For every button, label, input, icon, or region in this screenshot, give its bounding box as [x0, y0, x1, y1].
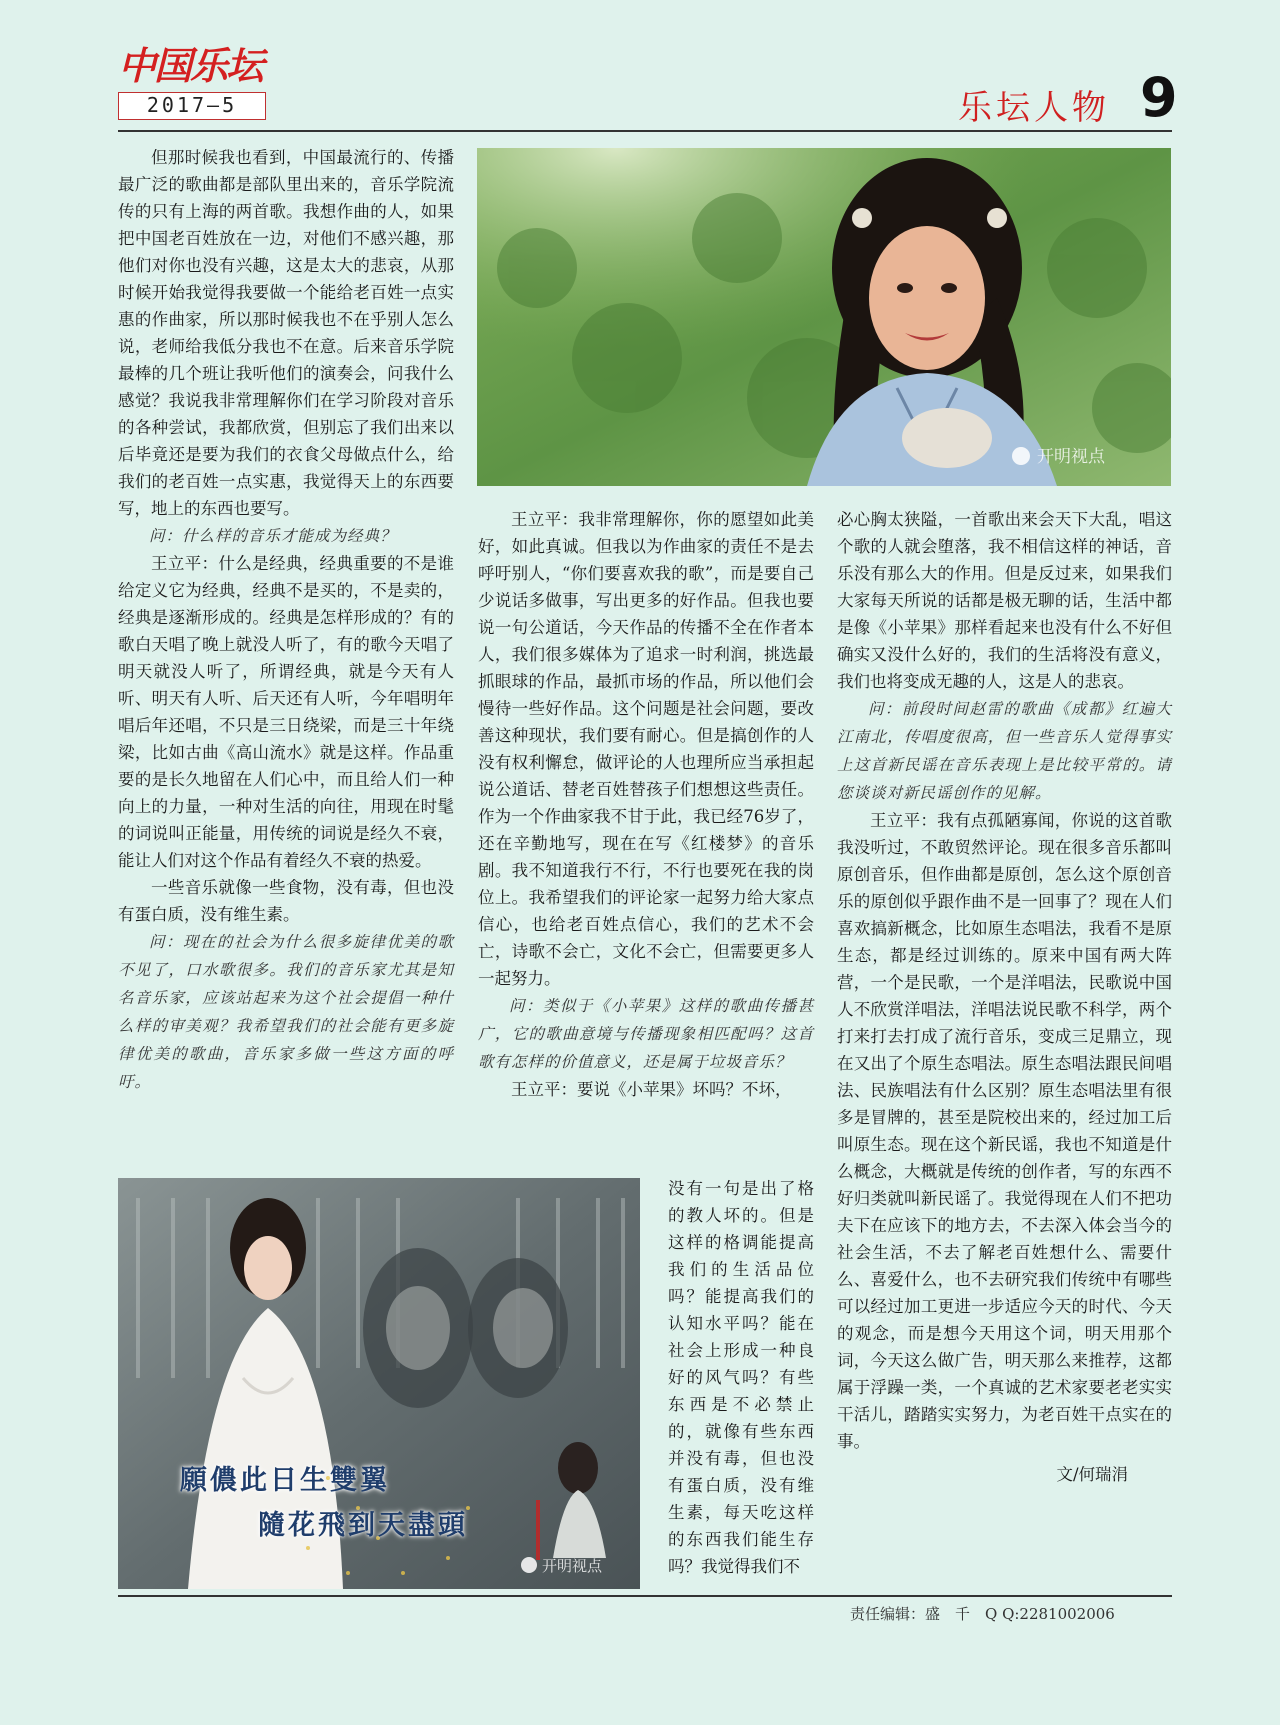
poem-line-1: 願儂此日生雙翼 [180, 1465, 390, 1496]
article-column-2-continued [668, 1175, 814, 1580]
author-byline: 文/何瑞涓 [1056, 1465, 1128, 1484]
interview-question: 问：类似于《小苹果》这样的歌曲传播甚广，它的歌曲意境与传播现象相匹配吗？这首歌有怎样的价值意义，还是属于垃圾音乐？ [478, 997, 814, 1071]
poster-collage-photo [118, 1178, 640, 1589]
poem-line-2: 隨花飛到天盡頭 [258, 1510, 468, 1541]
section-title: 乐坛人物 [958, 88, 1110, 128]
film-still-image [477, 148, 1171, 486]
article-column-2 [478, 506, 814, 1103]
magazine-logo: 中国乐坛 [118, 43, 263, 88]
article-paragraph: 但那时候我也看到，中国最流行的、传播最广泛的歌曲都是部队里出来的，音乐学院流传的只有上海的两首歌。我想作曲的人，如果把中国老百姓放在一边，对他们不感兴趣，那他们对你也没有兴趣，这是太大的悲哀，从那时候开始我觉得我要做一个能给老百姓一点实惠的作曲家，所以那时候我也不在乎别人怎么说，老师给我低分我也不在意。后来音乐学院最棒的几个班让我听他们的演奏会，问我什么感觉？我说我非常理解你们在学习阶段对音乐的各种尝试，我都欣赏，但别忘了我们出来以后毕竟还是要为我们的衣食父母做点什么，给我们的老百姓一点实惠，我觉得天上的东西要写，地上的东西也要写。 [118, 148, 454, 518]
watermark-top [1007, 441, 1167, 471]
svg-text:开明视点: 开明视点 [542, 1557, 603, 1575]
article-paragraph: 王立平：我非常理解你，你的愿望如此美好，如此真诚。但我以为作曲家的责任不是去呼吁别人，“你们要喜欢我的歌”，而是要自己少说话多做事，写出更多的好作品。但我也要说一句公道话，今天作品的传播不全在作者本人，我们很多媒体为了追求一时利润，挑选最抓眼球的作品，最抓市场的作品，所以他们会慢待一些好作品。这个问题是社会问题，要改善这种现状，我们要有耐心。但是搞创作的人没有权利懈怠，做评论的人也理所应当承担起说公道话、替老百姓替孩子们想想这些责任。作为一个作曲家我不甘于此，我已经76岁了，还在辛勤地写，现在在写《红楼梦》的音乐剧。我不知道我行不行，不行也要死在我的岗位上。我希望我们的评论家一起努力给大家点信心，也给老百姓点信心，我们的艺术不会亡，诗歌不会亡，文化不会亡，但需要更多人一起努力。 [478, 510, 814, 988]
film-still-photo [477, 148, 1171, 486]
article-paragraph: 王立平：什么是经典，经典重要的不是谁给定义它为经典，经典不是买的，不是卖的，经典是逐渐形成的。经典是怎样形成的？有的歌白天唱了晚上就没人听了，有的歌今天唱了明天就没人听了，所谓经典，就是今天有人听、明天有人听、后天还有人听，今年唱明年唱后年还唱，不只是三日绕梁，而是三十年绕梁，比如古曲《高山流水》就是这样。作品重要的是长久地留在人们心中，而且给人们一种向上的力量，一种对生活的向往，用现在时髦的词说叫正能量，用传统的词说是经久不衰，能让人们对这个作品有着经久不衰的热爱。 [118, 554, 454, 870]
interview-question: 问：现在的社会为什么很多旋律优美的歌不见了，口水歌很多。我们的音乐家尤其是知名音乐家，应该站起来为这个社会提倡一种什么样的审美观？我希望我们的社会能有更多旋律优美的歌曲，音乐家多做一些这方面的呼吁。 [118, 933, 454, 1091]
masthead [118, 40, 268, 126]
article-paragraph: 必心胸太狭隘，一首歌出来会天下大乱，唱这个歌的人就会堕落，我不相信这样的神话，音乐没有那么大的作用。但是反过来，如果我们大家每天所说的话都是极无聊的话，生活中都是像《小苹果》那样看起来也没有什么不好但确实又没什么好的，我们的生活将没有意义，我们也将变成无趣的人，这是人的悲哀。 [837, 510, 1172, 691]
article-paragraph: 王立平：我有点孤陋寡闻，你说的这首歌我没听过，不敢贸然评论。现在很多音乐都叫原创音乐，但作曲都是原创，怎么这个原创音乐的原创似乎跟作曲不是一回事了？现在人们喜欢搞新概念，比如原生态唱法，我看不是原生态，都是经过训练的。原来中国有两大阵营，一个是民歌，一个是洋唱法，民歌说中国人不欣赏洋唱法，洋唱法说民歌不科学，两个打来打去打成了流行音乐，变成三足鼎立，现在又出了个原生态唱法。原生态唱法跟民间唱法、民族唱法有什么区别？原生态唱法里有很多是冒牌的，甚至是院校出来的，经过加工后叫原生态。现在这个新民谣，我也不知道是什么概念，大概就是传统的创作者，写的东西不好归类就叫新民谣了。我觉得现在人们不把功夫下在应该下的地方去，不去深入体会当今的社会生活，不去了解老百姓想什么、需要什么、喜爱什么，也不去研究我们传统中有哪些可以经过加工更进一步适应今天的时代、今天的观念，而是想今天用这个词，明天用那个词，今天这么做广告，明天那么来推荐，这都属于浮躁一类，一个真诚的艺术家要老老实实干活儿，踏踏实实努力，为老百姓干点实在的事。 [837, 811, 1172, 1451]
interview-question: 问：什么样的音乐才能成为经典？ [149, 527, 397, 545]
issue-number: 2017—5 [118, 92, 266, 120]
article-paragraph: 王立平：要说《小苹果》坏吗？不坏， [511, 1080, 792, 1099]
header-rule [118, 130, 1172, 132]
article-paragraph: 一些音乐就像一些食物，没有毒，但也没有蛋白质，没有维生素。 [118, 878, 454, 924]
article-column-1 [118, 144, 454, 1096]
interview-question: 问：前段时间赵雷的歌曲《成都》红遍大江南北，传唱度很高，但一些音乐人觉得事实上这首新民谣在音乐表现上是比较平常的。请您谈谈对新民谣创作的见解。 [837, 700, 1172, 802]
editor-credit: 责任编辑：盛 千 Q Q:2281002006 [850, 1605, 1115, 1623]
article-column-3 [837, 506, 1172, 1488]
article-paragraph: 没有一句是出了格的教人坏的。但是这样的格调能提高我们的生活品位吗？能提高我们的认知水平吗？能在社会上形成一种良好的风气吗？有些东西是不必禁止的，就像有些东西并没有毒，但也没有蛋白质，没有维生素，每天吃这样的东西我们能生存吗？我觉得我们不 [668, 1179, 814, 1576]
footer-rule [118, 1595, 1172, 1597]
page-number: 9 [1140, 66, 1178, 129]
svg-text:开明视点: 开明视点 [1037, 447, 1105, 467]
watermark-bottom [518, 1552, 638, 1578]
